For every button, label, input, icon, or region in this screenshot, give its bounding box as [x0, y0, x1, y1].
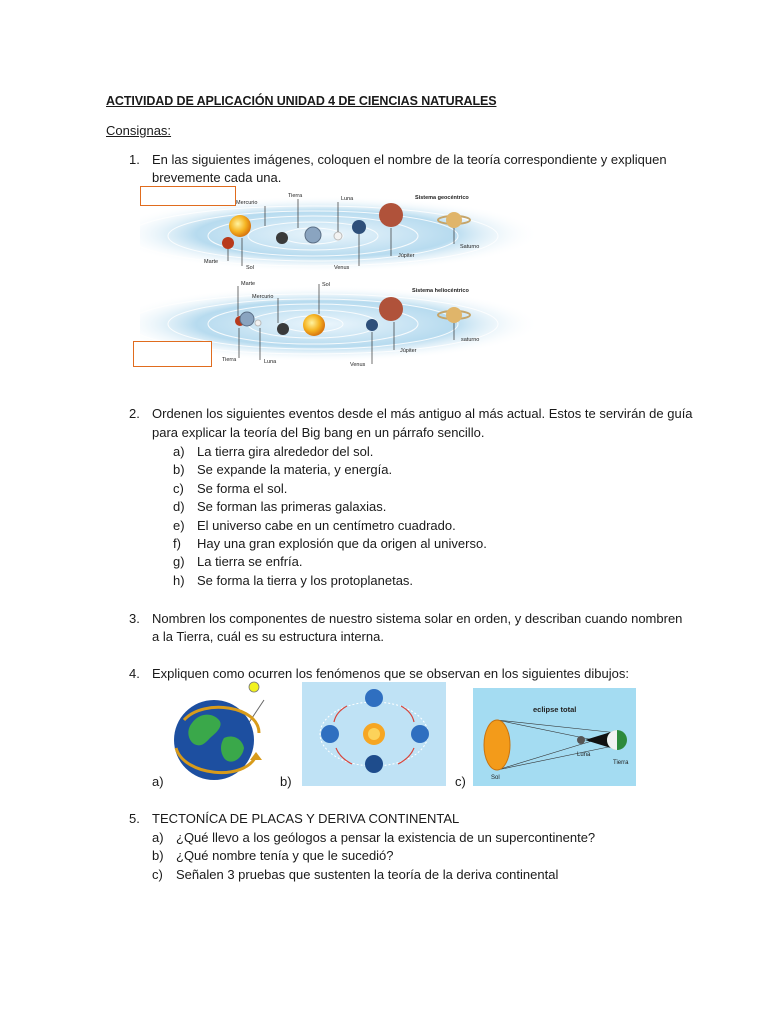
- geo-heading: Sistema geocéntrico: [415, 195, 469, 201]
- list-item: f) Hay una gran explosión que da origen al universo.: [173, 535, 487, 551]
- q3-line1: Nombren los componentes de nuestro sistema solar en orden, y describan cuando nombren: [152, 611, 683, 626]
- helio-label-marte: Marte: [241, 281, 256, 287]
- saturn-icon: [446, 307, 462, 323]
- eclipse-heading: eclipse total: [533, 705, 577, 714]
- image-a-label: a): [152, 774, 164, 789]
- q5-list: [152, 828, 595, 883]
- moon-icon: [577, 736, 585, 744]
- eclipse-image: [473, 688, 636, 786]
- sun-icon: [484, 720, 510, 770]
- list-item: h) Se forma la tierra y los protoplanetas.: [173, 572, 414, 588]
- q1-line1: En las siguientes imágenes, coloquen el nombre de la teoría correspondiente y expliquen: [152, 152, 667, 167]
- arrowhead-icon: [250, 752, 262, 760]
- seasons-orbit-image: [302, 682, 446, 786]
- sun-icon: [229, 215, 251, 237]
- q2-line1: Ordenen los siguientes eventos desde el más antiguo al más actual. Estos te servirán de guía: [152, 406, 693, 421]
- q4-number: 4.: [129, 666, 140, 681]
- earth-top-icon: [365, 689, 383, 707]
- moon-icon: [334, 232, 342, 240]
- sun-icon: [249, 682, 259, 692]
- jupiter-icon: [379, 297, 403, 321]
- jupiter-icon: [379, 203, 403, 227]
- q3-line2: a la Tierra, cuál es su estructura interna.: [152, 629, 384, 644]
- image-c-label: c): [455, 774, 466, 789]
- mars-icon: [222, 237, 234, 249]
- helio-label-saturno: saturno: [461, 337, 480, 343]
- geo-label-jupiter: Júpiter: [398, 253, 415, 259]
- q5-line1: TECTONÍCA DE PLACAS Y DERIVA CONTINENTAL: [152, 811, 460, 826]
- list-item: b) ¿Qué nombre tenía y que le sucedió?: [152, 848, 394, 864]
- eclipse-label-tierra: Tierra: [613, 760, 629, 766]
- earth-rotation-image: [164, 678, 274, 786]
- consignas-heading: Consignas:: [106, 123, 172, 138]
- q3-number: 3.: [129, 611, 140, 626]
- list-item: a) ¿Qué llevo a los geólogos a pensar la existencia de un supercontinente?: [152, 830, 596, 845]
- q2-number: 2.: [129, 406, 140, 421]
- earth-left-icon: [321, 725, 339, 743]
- helio-heading: Sistema heliocéntrico: [412, 288, 469, 294]
- list-item: c) Señalen 3 pruebas que sustenten la teoría de la deriva continental: [152, 866, 559, 882]
- q1-number: 1.: [129, 152, 140, 167]
- earth-icon: [240, 312, 254, 326]
- list-item: e) El universo cabe en un centímetro cuadrado.: [173, 517, 456, 533]
- list-item: g) La tierra se enfría.: [173, 554, 303, 570]
- page-title: ACTIVIDAD DE APLICACIÓN UNIDAD 4 DE CIENCIAS NATURALES: [106, 94, 497, 108]
- venus-icon: [352, 220, 366, 234]
- geo-label-luna: Luna: [341, 196, 354, 202]
- helio-label-mercurio: Mercurio: [252, 294, 274, 300]
- helio-label-venus: Venus: [350, 362, 366, 368]
- eclipse-label-sol: Sol: [491, 775, 500, 781]
- list-item: b) Se expande la materia, y energía.: [173, 462, 393, 478]
- earth-right-icon: [411, 725, 429, 743]
- sun-icon: [303, 314, 325, 336]
- q4-line1: Expliquen como ocurren los fenómenos que se observan en los siguientes dibujos:: [152, 666, 629, 681]
- geo-label-tierra: Tierra: [288, 193, 303, 199]
- saturn-icon: [446, 212, 462, 228]
- list-item: d) Se forman las primeras galaxias.: [173, 499, 387, 515]
- geo-label-venus: Venus: [334, 265, 350, 271]
- answer-box-geocentric[interactable]: [140, 186, 236, 206]
- q2-list: [173, 442, 487, 589]
- helio-label-luna: Luna: [264, 359, 277, 365]
- earth-icon: [305, 227, 321, 243]
- list-item: c) Se forma el sol.: [173, 480, 288, 496]
- sun-core-icon: [368, 728, 380, 740]
- list-item: a) La tierra gira alrededor del sol.: [173, 444, 374, 459]
- mercury-icon: [276, 232, 288, 244]
- q1-line2: brevemente cada una.: [152, 170, 282, 185]
- mercury-icon: [277, 323, 289, 335]
- venus-icon: [366, 319, 378, 331]
- helio-label-sol: Sol: [322, 282, 330, 288]
- answer-box-heliocentric[interactable]: [133, 341, 212, 367]
- eclipse-label-luna: Luna: [577, 752, 591, 758]
- image-b-label: b): [280, 774, 292, 789]
- geo-label-marte: Marte: [204, 259, 219, 265]
- helio-label-tierra: Tierra: [222, 357, 237, 363]
- moon-icon: [255, 320, 261, 326]
- geo-label-saturno: Saturno: [460, 244, 480, 250]
- earth-bottom-icon: [365, 755, 383, 773]
- helio-label-jupiter: Júpiter: [400, 348, 417, 354]
- q2-line2: para explicar la teoría del Big bang en un párrafo sencillo.: [152, 425, 485, 440]
- geo-label-sol: Sol: [246, 265, 254, 271]
- geo-label-mercurio: Mercurio: [236, 200, 258, 206]
- q5-number: 5.: [129, 811, 140, 826]
